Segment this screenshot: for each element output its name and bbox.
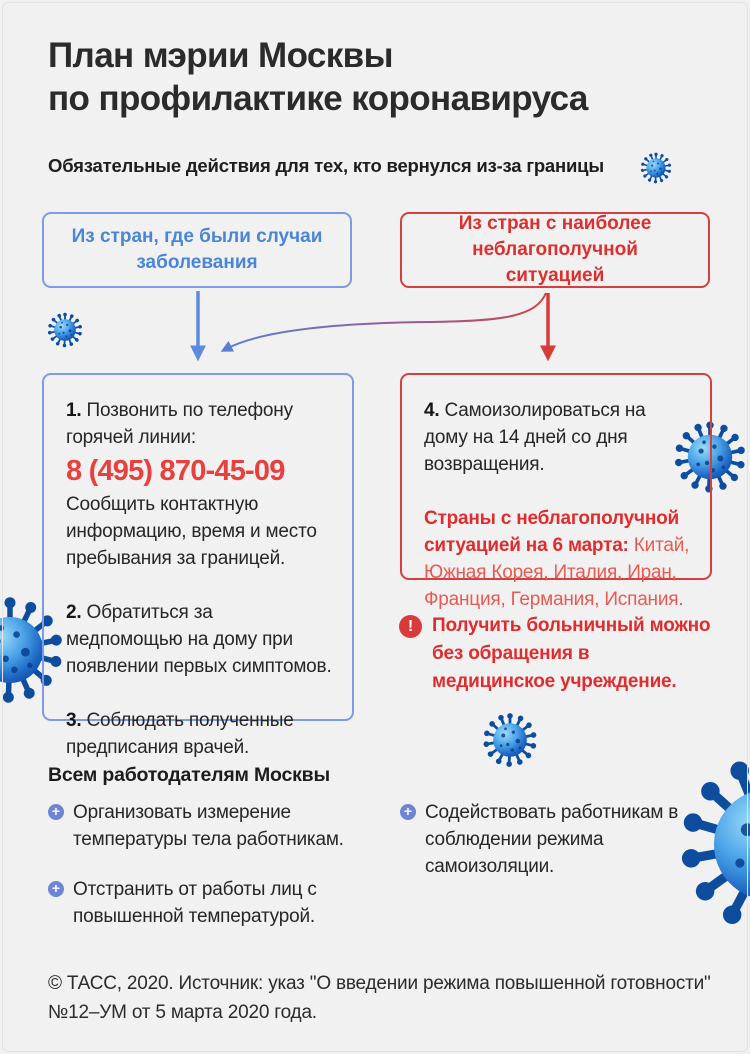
step-3 xyxy=(66,707,332,761)
countries-list-values: Китай, Южная Корея, Италия, Иран, Франция, Германия, Испания. xyxy=(424,535,690,610)
page-title xyxy=(48,34,708,120)
page-title-line1: План мэрии Москвы xyxy=(48,36,393,75)
employer-bullet-1-text: Организовать измерение температуры тела работникам. xyxy=(73,802,344,850)
plus-circle-icon: + xyxy=(48,804,64,820)
step-1-details: Сообщить контактную информацию, время и место пребывания за границей. xyxy=(66,494,317,569)
employer-bullet-2 xyxy=(48,876,378,930)
step-2-text: Обратиться за медпомощью на дому при появлении первых симптомов. xyxy=(66,602,332,677)
virus-icon xyxy=(641,153,672,184)
employer-bullet-3 xyxy=(400,799,690,880)
employers-section-heading: Всем работодателям Москвы xyxy=(48,764,330,786)
branch-label-right-text: Из стран с наиболее неблагополучной ситуацией xyxy=(458,213,652,286)
step-2 xyxy=(66,599,332,680)
step-3-number: 3. xyxy=(66,710,82,731)
employer-bullet-2-text: Отстранить от работы лиц с повышенной температурой. xyxy=(73,879,317,927)
step-4 xyxy=(424,397,690,478)
countries-list xyxy=(424,505,690,613)
hotline-phone-number: 8 (495) 870-45-09 xyxy=(66,455,285,487)
countries-list-heading: Страны с неблагополучной ситуацией на 6 марта: xyxy=(424,508,679,556)
step-4-text: Самоизолироваться на дому на 14 дней со дня возвращения. xyxy=(424,400,646,475)
instructions-card-right xyxy=(400,373,712,610)
virus-icon xyxy=(48,313,83,348)
page-subtitle: Обязательные действия для тех, кто вернулся из-за границы xyxy=(48,155,604,176)
branch-label-left xyxy=(42,212,352,288)
virus-icon xyxy=(680,756,750,934)
plus-circle-icon: + xyxy=(48,881,64,897)
page-title-line2: по профилактике коронавируса xyxy=(48,79,588,118)
step-2-number: 2. xyxy=(66,602,82,623)
branch-label-left-text: Из стран, где были случаи заболевания xyxy=(71,226,323,273)
source-attribution: © ТАСС, 2020. Источник: указ "О введении режима повышенной готовности" №12–УМ от 5 марта 2020 года. xyxy=(48,973,711,1023)
curved-arrow-icon xyxy=(226,293,546,349)
employer-bullet-3-text: Содействовать работникам в соблюдении режима самоизоляции. xyxy=(425,802,679,877)
step-3-text: Соблюдать полученные предписания врачей. xyxy=(66,710,294,758)
branch-label-right xyxy=(400,212,710,288)
instructions-card-left xyxy=(42,373,354,758)
step-4-number: 4. xyxy=(424,400,440,421)
step-1-text: Позвонить по телефону горячей линии: xyxy=(66,400,293,448)
virus-icon xyxy=(483,713,537,767)
exclamation-icon: ! xyxy=(399,615,422,638)
employer-bullet-1 xyxy=(48,799,378,853)
sick-leave-notice: Получить больничный можно без обращения в медицинское учреждение. xyxy=(432,615,711,692)
step-1-number: 1. xyxy=(66,400,82,421)
plus-circle-icon: + xyxy=(400,804,416,820)
step-1 xyxy=(66,397,332,451)
